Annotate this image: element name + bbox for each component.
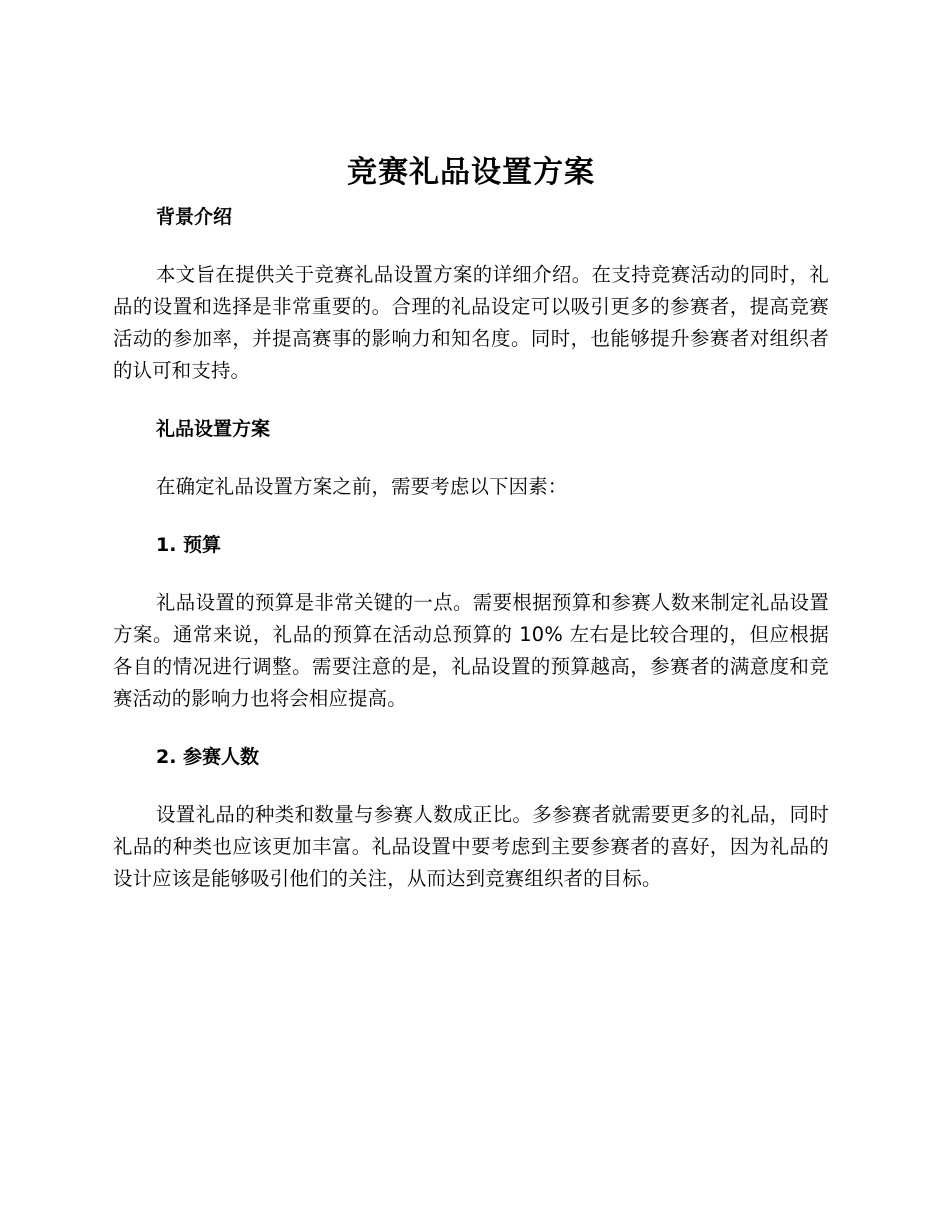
section-heading-background: 背景介绍 xyxy=(156,206,233,228)
document-page xyxy=(113,145,829,895)
section-heading-budget: 1. 预算 xyxy=(156,534,222,556)
paragraph-gift-plan: 在确定礼品设置方案之前，需要考虑以下因素： xyxy=(156,475,568,498)
paragraph-participants: 设置礼品的种类和数量与参赛人数成正比。多参赛者就需要更多的礼品，同时礼品的种类也应该更加丰富。礼品设置中要考虑到主要参赛者的喜好，因为礼品的设计应该是能够吸引他们的关注，从而达到竞赛组织者的目标。 xyxy=(113,803,829,890)
section-heading-participants: 2. 参赛人数 xyxy=(156,746,260,768)
section-heading-gift-plan: 礼品设置方案 xyxy=(156,418,271,440)
document-title: 竞赛礼品设置方案 xyxy=(347,155,595,190)
paragraph-background: 本文旨在提供关于竞赛礼品设置方案的详细介绍。在支持竞赛活动的同时，礼品的设置和选择是非常重要的。合理的礼品设定可以吸引更多的参赛者，提高竞赛活动的参加率，并提高赛事的影响力和知名度。同时，也能够提升参赛者对组织者的认可和支持。 xyxy=(113,263,829,382)
paragraph-budget: 礼品设置的预算是非常关键的一点。需要根据预算和参赛人数来制定礼品设置方案。通常来说，礼品的预算在活动总预算的 10% 左右是比较合理的，但应根据各自的情况进行调整。需要注意的是，礼品设置的预算越高，参赛者的满意度和竞赛活动的影响力也将会相应提高。 xyxy=(113,591,829,710)
